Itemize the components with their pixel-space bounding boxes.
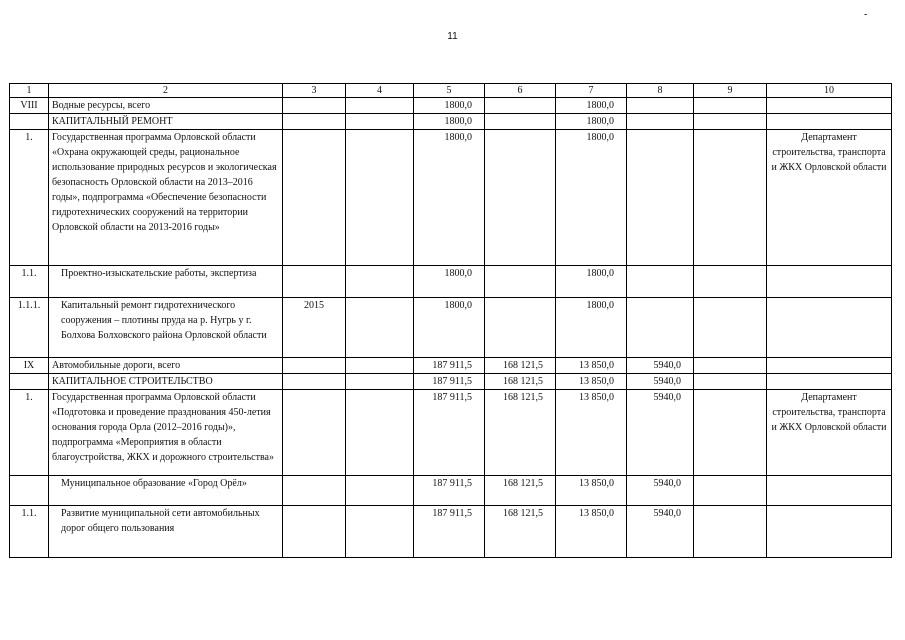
value-cell: 1800,0 xyxy=(414,98,485,114)
row-number: 1. xyxy=(10,130,49,266)
row-name: КАПИТАЛЬНОЕ СТРОИТЕЛЬСТВО xyxy=(49,374,283,390)
row-name: КАПИТАЛЬНЫЙ РЕМОНТ xyxy=(49,114,283,130)
responsible-cell xyxy=(767,298,892,358)
value-cell xyxy=(694,298,767,358)
table-row xyxy=(10,374,892,390)
value-cell: 168 121,5 xyxy=(485,358,556,374)
row-number xyxy=(10,476,49,506)
value-cell xyxy=(485,114,556,130)
value-cell xyxy=(627,266,694,298)
responsible-cell xyxy=(767,98,892,114)
table-row xyxy=(10,476,892,506)
table-row xyxy=(10,98,892,114)
year-cell xyxy=(283,506,346,558)
value-cell: 187 911,5 xyxy=(414,390,485,476)
page-number: 11 xyxy=(447,31,458,42)
value-cell xyxy=(346,506,414,558)
row-name: Развитие муниципальной сети автомобильных дорог общего пользования xyxy=(49,506,283,558)
value-cell xyxy=(346,114,414,130)
corner-mark: - xyxy=(864,9,868,20)
table-row xyxy=(10,130,892,266)
header-cell: 8 xyxy=(627,84,694,98)
value-cell: 1800,0 xyxy=(414,114,485,130)
year-cell: 2015 xyxy=(283,298,346,358)
value-cell xyxy=(694,114,767,130)
value-cell xyxy=(694,506,767,558)
year-cell xyxy=(283,374,346,390)
table-row xyxy=(10,506,892,558)
value-cell: 13 850,0 xyxy=(556,358,627,374)
header-cell: 5 xyxy=(414,84,485,98)
year-cell xyxy=(283,266,346,298)
responsible-cell: Департамент строительства, транспорта и ЖКХ Орловской области xyxy=(767,130,892,266)
row-number: 1. xyxy=(10,390,49,476)
value-cell: 13 850,0 xyxy=(556,374,627,390)
value-cell xyxy=(346,298,414,358)
value-cell xyxy=(346,358,414,374)
row-name: Государственная программа Орловской области «Охрана окружающей среды, рациональное использование природных ресурсов и экологическая безопасность Орловской области на 2013–2016 годы», подпрограмма «Обеспечение безопасности гидротехнических сооружений на территории Орловской области на 2013-2016 годы» xyxy=(49,130,283,266)
row-name: Муниципальное образование «Город Орёл» xyxy=(49,476,283,506)
value-cell xyxy=(485,98,556,114)
row-number: 1.1. xyxy=(10,266,49,298)
responsible-cell xyxy=(767,476,892,506)
value-cell: 5940,0 xyxy=(627,374,694,390)
value-cell: 5940,0 xyxy=(627,358,694,374)
value-cell xyxy=(627,114,694,130)
row-name: Государственная программа Орловской области «Подготовка и проведение празднования 450-летия основания города Орла (2012–2016 годы)», подпрограмма «Мероприятия в области благоустройства, ЖКХ и дорожного строительства» xyxy=(49,390,283,476)
row-number: 1.1. xyxy=(10,506,49,558)
year-cell xyxy=(283,130,346,266)
year-cell xyxy=(283,114,346,130)
value-cell: 13 850,0 xyxy=(556,390,627,476)
value-cell xyxy=(485,298,556,358)
row-number xyxy=(10,374,49,390)
value-cell xyxy=(694,476,767,506)
value-cell xyxy=(627,298,694,358)
responsible-cell xyxy=(767,374,892,390)
header-cell: 6 xyxy=(485,84,556,98)
value-cell: 168 121,5 xyxy=(485,390,556,476)
value-cell xyxy=(346,98,414,114)
value-cell xyxy=(485,130,556,266)
responsible-cell xyxy=(767,506,892,558)
responsible-cell xyxy=(767,114,892,130)
value-cell: 5940,0 xyxy=(627,506,694,558)
value-cell: 1800,0 xyxy=(414,130,485,266)
value-cell: 13 850,0 xyxy=(556,476,627,506)
header-cell: 7 xyxy=(556,84,627,98)
value-cell: 5940,0 xyxy=(627,476,694,506)
table-header-row xyxy=(10,84,892,98)
row-name: Капитальный ремонт гидротехнического сооружения – плотины пруда на р. Нугрь у г. Болхова Болховского района Орловской области xyxy=(49,298,283,358)
value-cell xyxy=(346,266,414,298)
header-cell: 2 xyxy=(49,84,283,98)
header-cell: 3 xyxy=(283,84,346,98)
value-cell: 187 911,5 xyxy=(414,506,485,558)
value-cell: 1800,0 xyxy=(414,266,485,298)
row-name: Проектно-изыскательские работы, экспертиза xyxy=(49,266,283,298)
row-number: 1.1.1. xyxy=(10,298,49,358)
table-row xyxy=(10,114,892,130)
year-cell xyxy=(283,358,346,374)
row-name: Автомобильные дороги, всего xyxy=(49,358,283,374)
value-cell: 5940,0 xyxy=(627,390,694,476)
value-cell xyxy=(346,476,414,506)
value-cell: 1800,0 xyxy=(556,98,627,114)
value-cell: 168 121,5 xyxy=(485,506,556,558)
header-cell: 1 xyxy=(10,84,49,98)
value-cell xyxy=(346,374,414,390)
value-cell xyxy=(694,130,767,266)
value-cell: 187 911,5 xyxy=(414,358,485,374)
responsible-cell xyxy=(767,266,892,298)
value-cell: 187 911,5 xyxy=(414,374,485,390)
value-cell xyxy=(627,98,694,114)
row-name: Водные ресурсы, всего xyxy=(49,98,283,114)
value-cell xyxy=(346,390,414,476)
value-cell xyxy=(694,374,767,390)
value-cell xyxy=(694,98,767,114)
value-cell xyxy=(485,266,556,298)
year-cell xyxy=(283,390,346,476)
year-cell xyxy=(283,476,346,506)
value-cell: 168 121,5 xyxy=(485,374,556,390)
value-cell: 1800,0 xyxy=(556,266,627,298)
year-cell xyxy=(283,98,346,114)
row-number: IX xyxy=(10,358,49,374)
row-number: VIII xyxy=(10,98,49,114)
table-row xyxy=(10,266,892,298)
value-cell: 1800,0 xyxy=(556,114,627,130)
header-cell: 4 xyxy=(346,84,414,98)
table-row xyxy=(10,358,892,374)
budget-table xyxy=(9,83,892,558)
value-cell: 187 911,5 xyxy=(414,476,485,506)
value-cell xyxy=(694,358,767,374)
value-cell xyxy=(694,390,767,476)
row-number xyxy=(10,114,49,130)
table-row xyxy=(10,390,892,476)
table-row xyxy=(10,298,892,358)
header-cell: 9 xyxy=(694,84,767,98)
value-cell: 168 121,5 xyxy=(485,476,556,506)
value-cell xyxy=(627,130,694,266)
value-cell xyxy=(694,266,767,298)
value-cell: 13 850,0 xyxy=(556,506,627,558)
value-cell: 1800,0 xyxy=(414,298,485,358)
header-cell: 10 xyxy=(767,84,892,98)
responsible-cell xyxy=(767,358,892,374)
value-cell: 1800,0 xyxy=(556,298,627,358)
responsible-cell: Департамент строительства, транспорта и ЖКХ Орловской области xyxy=(767,390,892,476)
value-cell xyxy=(346,130,414,266)
value-cell: 1800,0 xyxy=(556,130,627,266)
